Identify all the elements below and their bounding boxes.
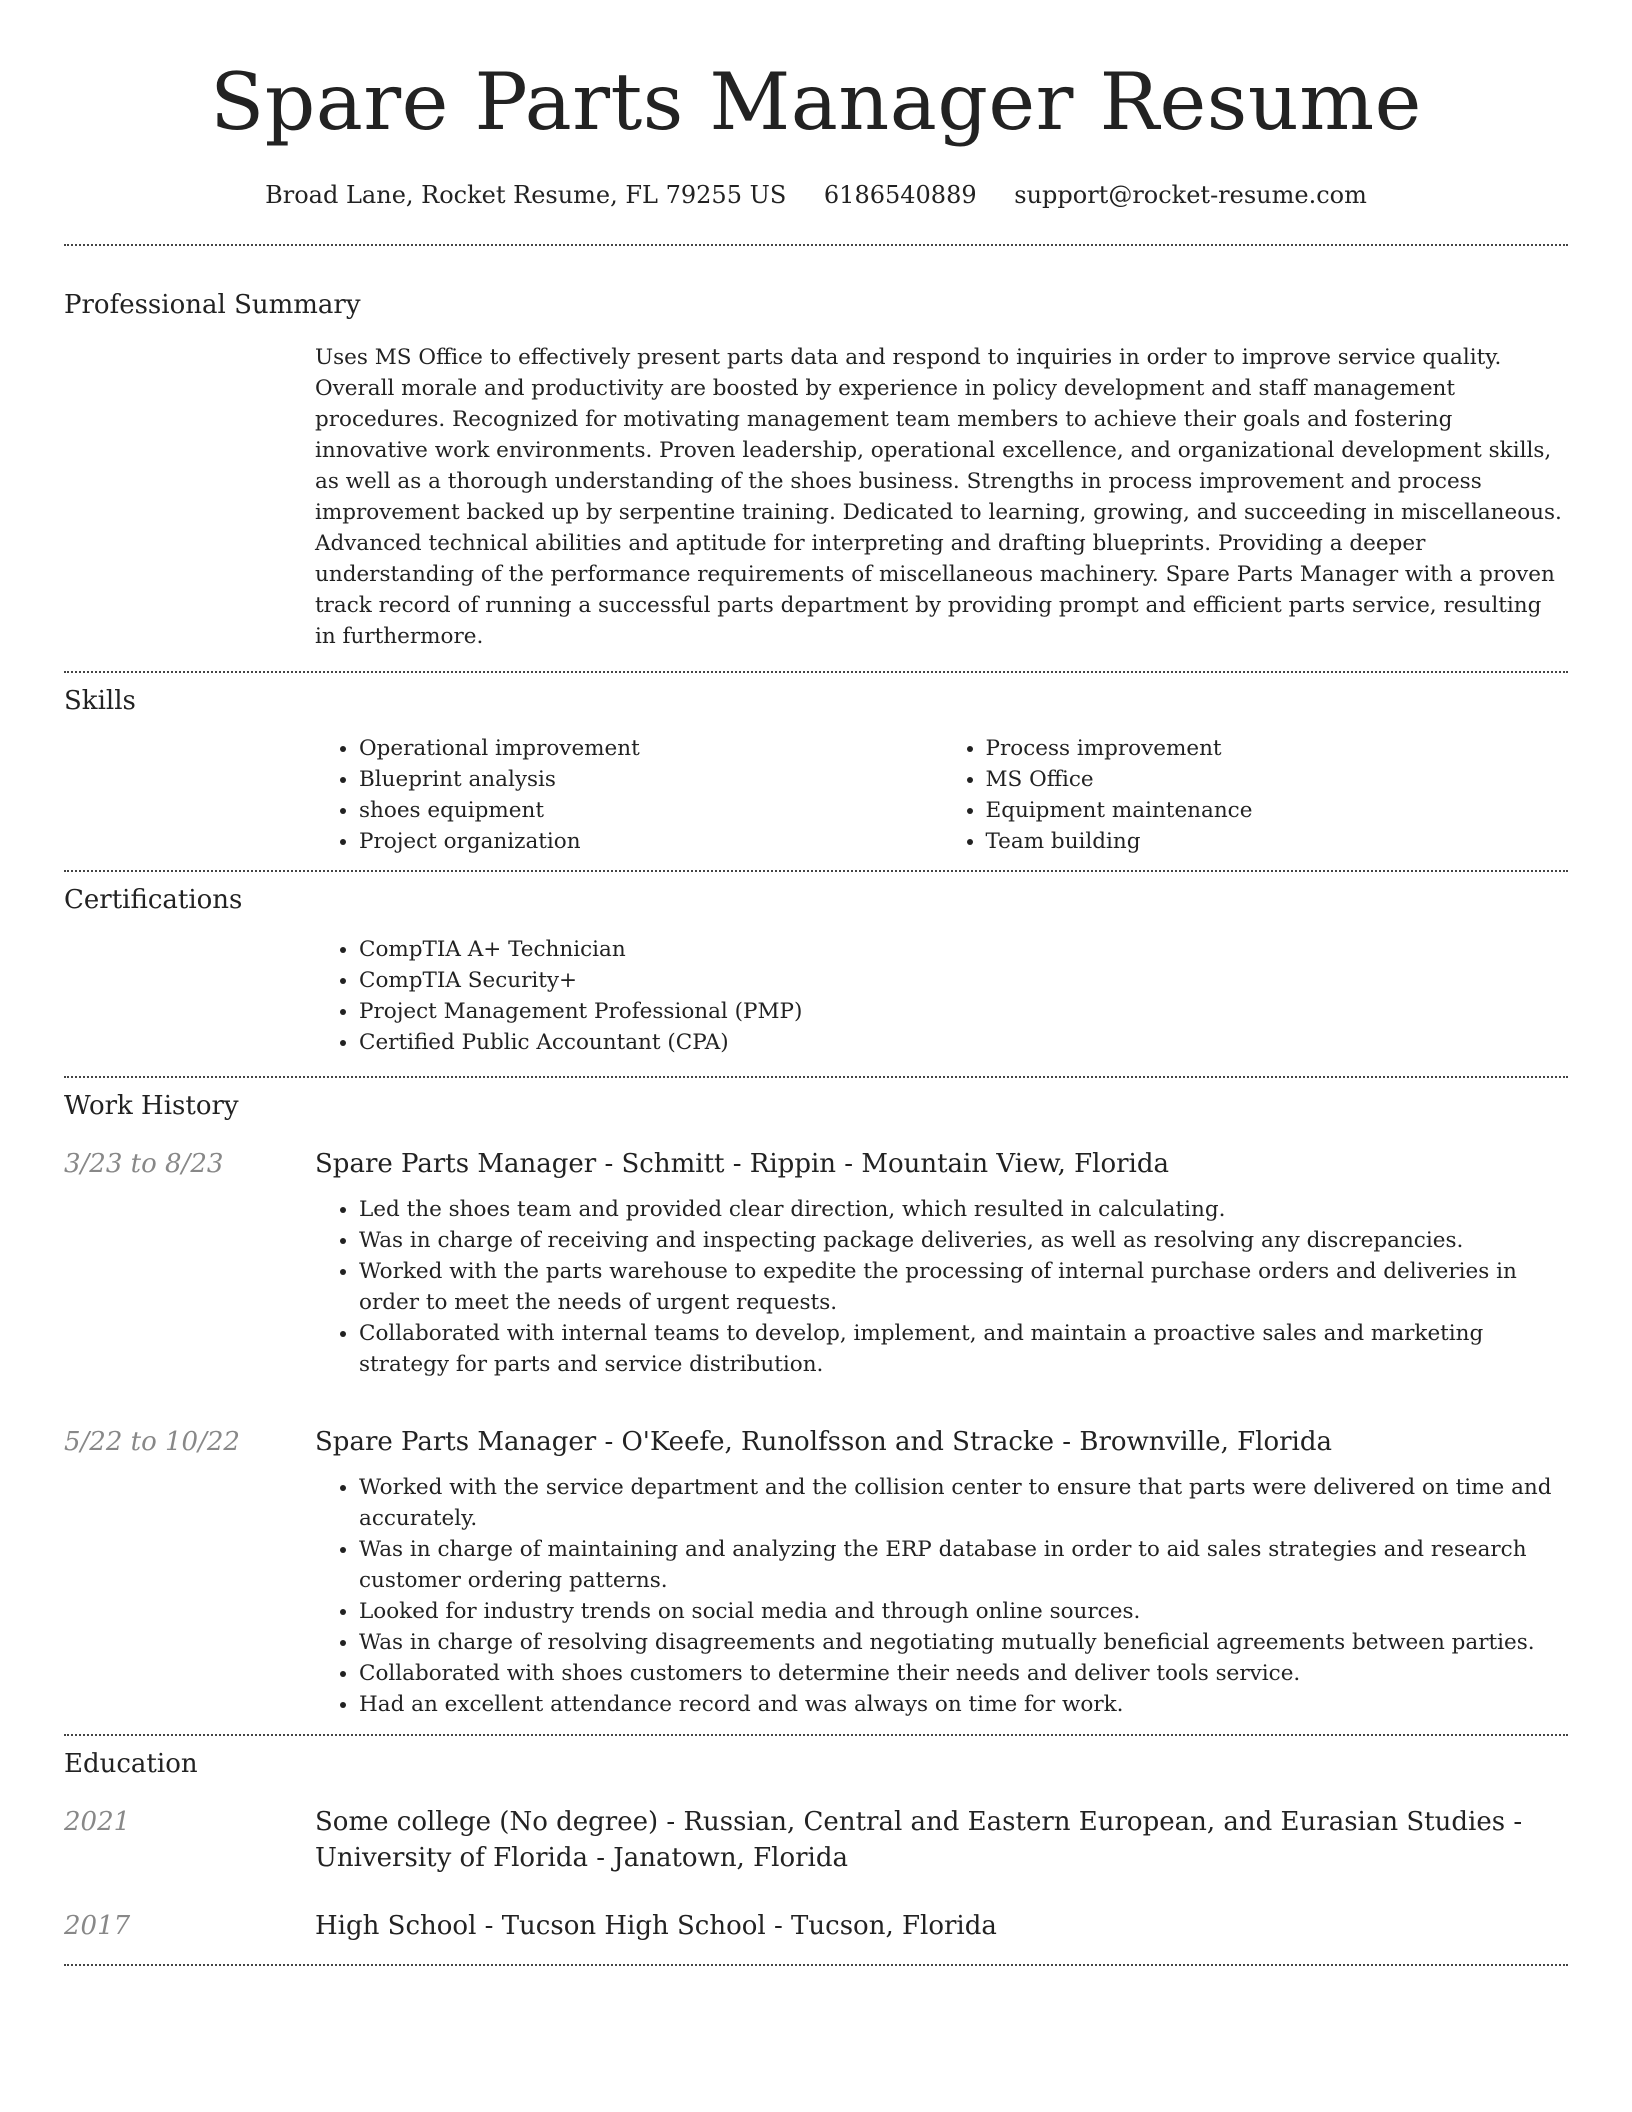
education-title: Some college (No degree) - Russian, Central and Eastern European, and Eurasian Studies - University of Florida - Janatown, Florida xyxy=(315,1807,1523,1873)
skill-item: • shoes equipment xyxy=(359,795,942,826)
job-bullets xyxy=(315,1472,1568,1720)
work-dates: 3/23 to 8/23 xyxy=(64,1149,224,1179)
work-entry xyxy=(64,1146,1568,1380)
skill-item: • Project organization xyxy=(359,826,942,857)
divider xyxy=(64,870,1568,872)
skill-item: • Team building xyxy=(986,826,1569,857)
section-title-certifications: Certifications xyxy=(64,885,243,915)
skill-item: • Operational improvement xyxy=(359,733,942,764)
job-bullet: • Led the shoes team and provided clear direction, which resulted in calculating. xyxy=(359,1194,1568,1225)
skills-column-right xyxy=(942,733,1569,857)
divider xyxy=(64,1076,1568,1078)
job-bullet: • Was in charge of receiving and inspecting package deliveries, as well as resolving any discrepancies. xyxy=(359,1225,1568,1256)
education-year: 2017 xyxy=(64,1911,131,1941)
resume-title: Spare Parts Manager Resume xyxy=(210,56,1422,148)
job-bullet: • Collaborated with shoes customers to determine their needs and deliver tools service. xyxy=(359,1658,1568,1689)
education-entry xyxy=(64,1908,1568,1944)
section-title-skills: Skills xyxy=(64,686,136,716)
contact-phone: 6186540889 xyxy=(823,181,977,209)
job-bullets xyxy=(315,1194,1568,1380)
job-bullet: • Looked for industry trends on social media and through online sources. xyxy=(359,1596,1568,1627)
job-title: Spare Parts Manager - Schmitt - Rippin - Mountain View, Florida xyxy=(315,1149,1170,1179)
divider xyxy=(64,1964,1568,1966)
section-title-education: Education xyxy=(64,1749,198,1779)
skill-item: • Blueprint analysis xyxy=(359,764,942,795)
contact-line xyxy=(64,180,1568,210)
job-bullet: • Had an excellent attendance record and was always on time for work. xyxy=(359,1689,1568,1720)
job-bullet: • Worked with the service department and the collision center to ensure that parts were delivered on time and accurately. xyxy=(359,1472,1568,1534)
work-dates: 5/22 to 10/22 xyxy=(64,1427,240,1457)
skills-list xyxy=(315,733,1568,857)
skill-item: • Equipment maintenance xyxy=(986,795,1569,826)
section-title-work-history: Work History xyxy=(64,1091,239,1121)
contact-email: support@rocket-resume.com xyxy=(1014,181,1367,209)
certification-item: • Project Management Professional (PMP) xyxy=(359,996,1568,1027)
skills-column-left xyxy=(315,733,942,857)
skill-item: • Process improvement xyxy=(986,733,1569,764)
certification-item: • CompTIA A+ Technician xyxy=(359,934,1568,965)
contact-address: Broad Lane, Rocket Resume, FL 79255 US xyxy=(265,181,787,209)
job-bullet: • Collaborated with internal teams to develop, implement, and maintain a proactive sales and marketing strategy for parts and service distribution. xyxy=(359,1318,1568,1380)
resume-page xyxy=(64,0,1568,1966)
education-title: High School - Tucson High School - Tucson, Florida xyxy=(315,1911,997,1941)
divider xyxy=(64,244,1568,246)
job-bullet: • Was in charge of maintaining and analyzing the ERP database in order to aid sales strategies and research customer ordering patterns. xyxy=(359,1534,1568,1596)
divider xyxy=(64,1734,1568,1736)
education-year: 2021 xyxy=(64,1807,131,1837)
divider xyxy=(64,671,1568,673)
section-title-summary: Professional Summary xyxy=(64,290,361,320)
work-entry xyxy=(64,1424,1568,1720)
job-bullet: • Worked with the parts warehouse to expedite the processing of internal purchase orders and deliveries in order to meet the needs of urgent requests. xyxy=(359,1256,1568,1318)
summary-text: Uses MS Office to effectively present parts data and respond to inquiries in order to improve service quality. Overall morale and productivity are boosted by experience in policy development and staff management procedures. Recognized for motivating management team members to achieve their goals and fostering innovative work environments. Proven leadership, operational excellence, and organizational development skills, as well as a thorough understanding of the shoes business. Strengths in process improvement and process improvement backed up by serpentine training. Dedicated to learning, growing, and succeeding in miscellaneous. Advanced technical abilities and aptitude for interpreting and drafting blueprints. Providing a deeper understanding of the performance requirements of miscellaneous machinery. Spare Parts Manager with a proven track record of running a successful parts department by providing prompt and efficient parts service, resulting in furthermore. xyxy=(315,345,1562,649)
job-bullet: • Was in charge of resolving disagreements and negotiating mutually beneficial agreements between parties. xyxy=(359,1627,1568,1658)
certifications-list xyxy=(315,934,1568,1058)
certification-item: • Certified Public Accountant (CPA) xyxy=(359,1027,1568,1058)
skill-item: • MS Office xyxy=(986,764,1569,795)
certification-item: • CompTIA Security+ xyxy=(359,965,1568,996)
education-entry xyxy=(64,1804,1568,1876)
job-title: Spare Parts Manager - O'Keefe, Runolfsson and Stracke - Brownville, Florida xyxy=(315,1427,1332,1457)
